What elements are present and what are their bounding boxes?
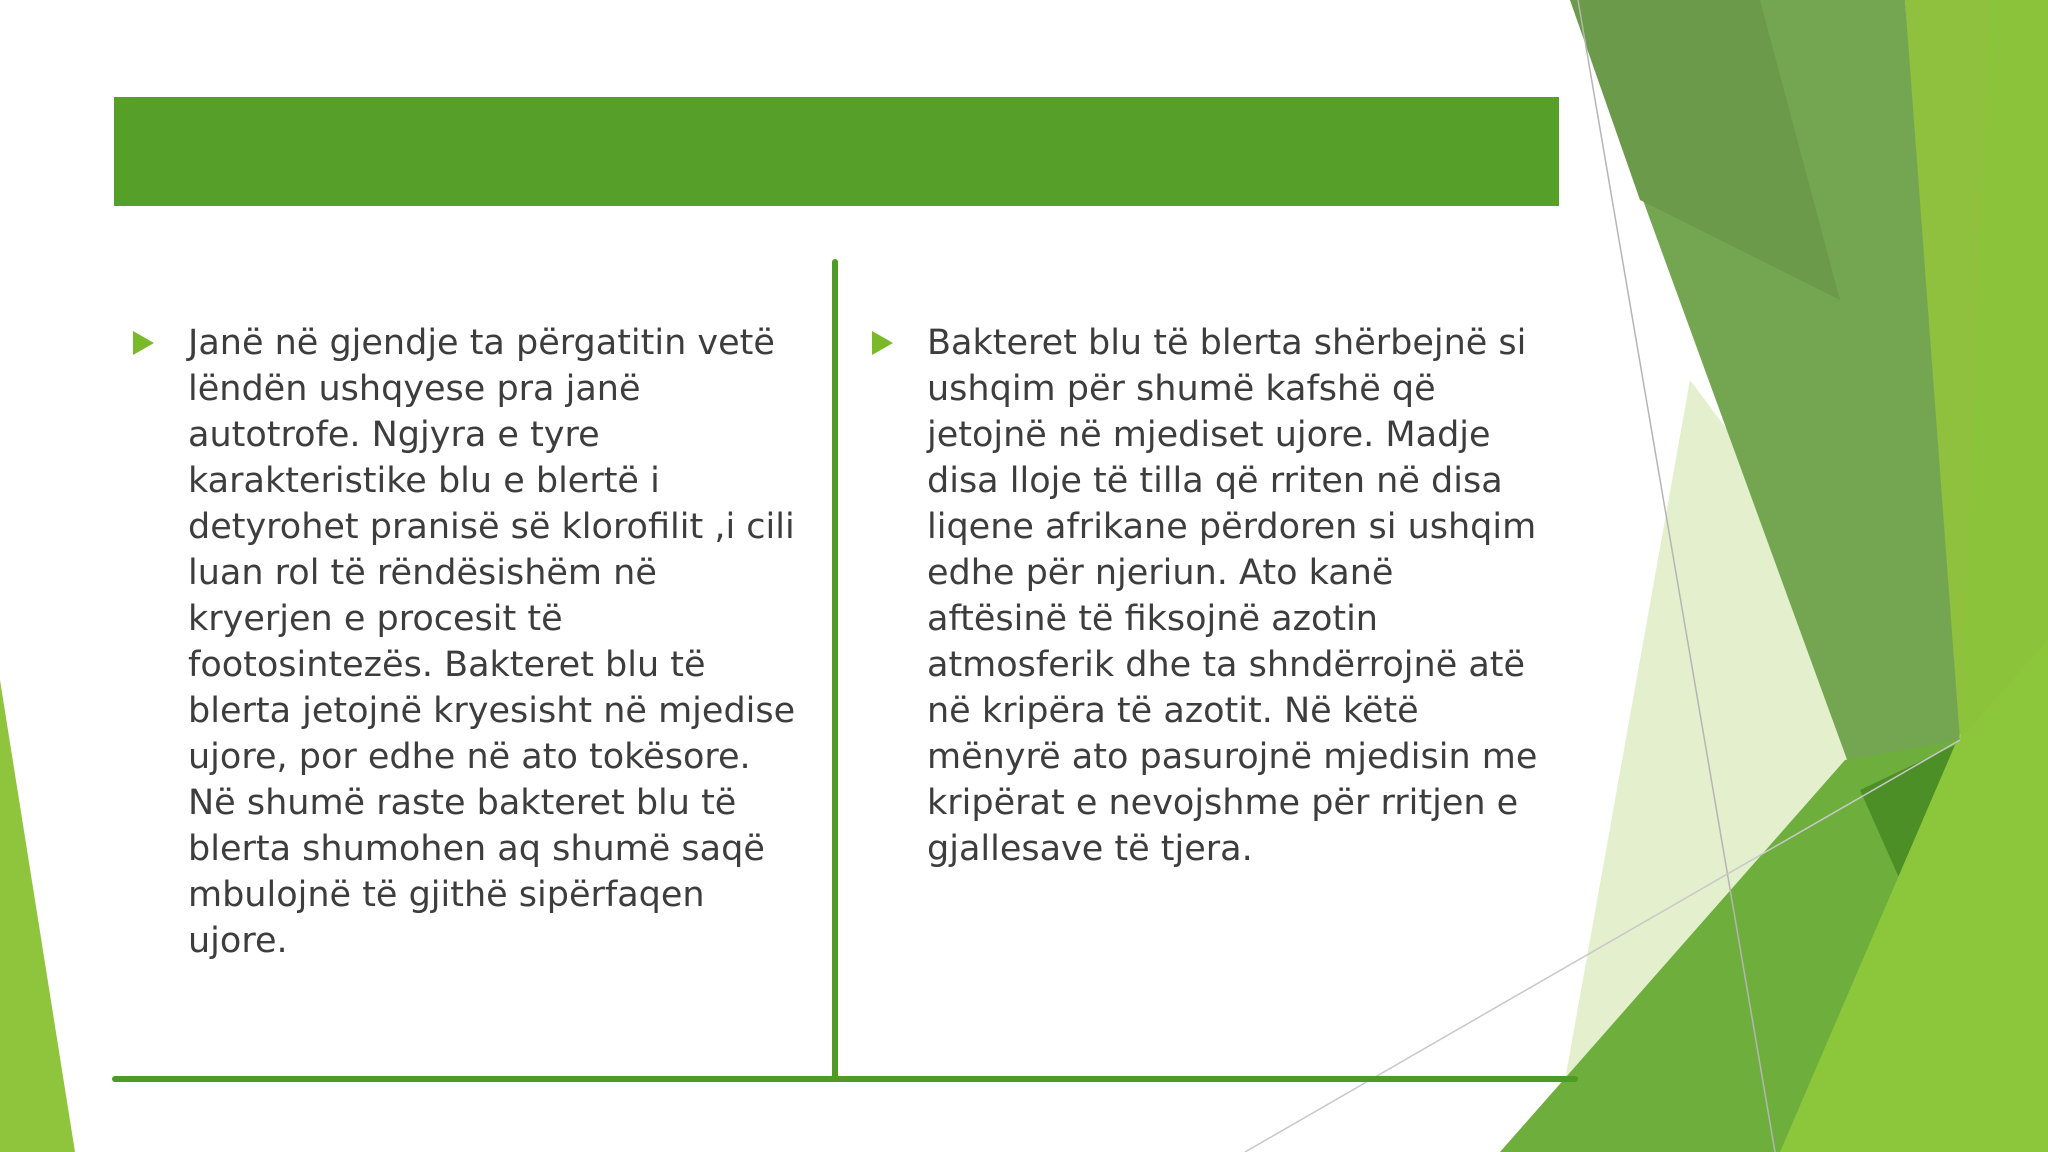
left-column — [133, 320, 813, 964]
right-bullet-item — [872, 320, 1552, 872]
right-column — [872, 320, 1552, 872]
triangle-right-icon — [133, 331, 154, 355]
slide-title: Algat blu të blerta (cianobakteret) — [155, 15, 1385, 89]
left-bullet-text: Janë në gjendje ta përgatitin vetë lëndën ushqyese pra janë autotrofe. Ngjyra e tyre karakteristike blu e blertë i detyrohet pranisë së klorofilit ,i cili luan rol të rëndësishëm në kryerjen e procesit të footosintezës. Bakteret blu të blerta jetojnë kryesisht në mjedise ujore, por edhe në ato tokësore. Në shumë raste bakteret blu të blerta shumohen aq shumë saqë mbulojnë të gjithë sipërfaqen ujore. — [188, 323, 796, 961]
vertical-divider — [832, 259, 838, 1079]
left-bullet-item — [133, 320, 813, 964]
triangle-right-icon — [872, 331, 893, 355]
horizontal-divider — [112, 1076, 1578, 1082]
bg-left-sliver — [0, 680, 75, 1152]
title-bar — [114, 97, 1559, 206]
right-bullet-text: Bakteret blu të blerta shërbejnë si ushqim për shumë kafshë që jetojnë në mjediset ujore. Madje disa lloje të tilla që rriten në disa liqene afrikane përdoren si ushqim edhe për njeriun. Ato kanë aftësinë të fiksojnë azotin atmosferik dhe ta shndërrojnë atë në kripëra të azotit. Në këtë mënyrë ato pasurojnë mjedisin me kripërat e nevojshme për rritjen e gjallesave të tjera. — [927, 323, 1538, 869]
